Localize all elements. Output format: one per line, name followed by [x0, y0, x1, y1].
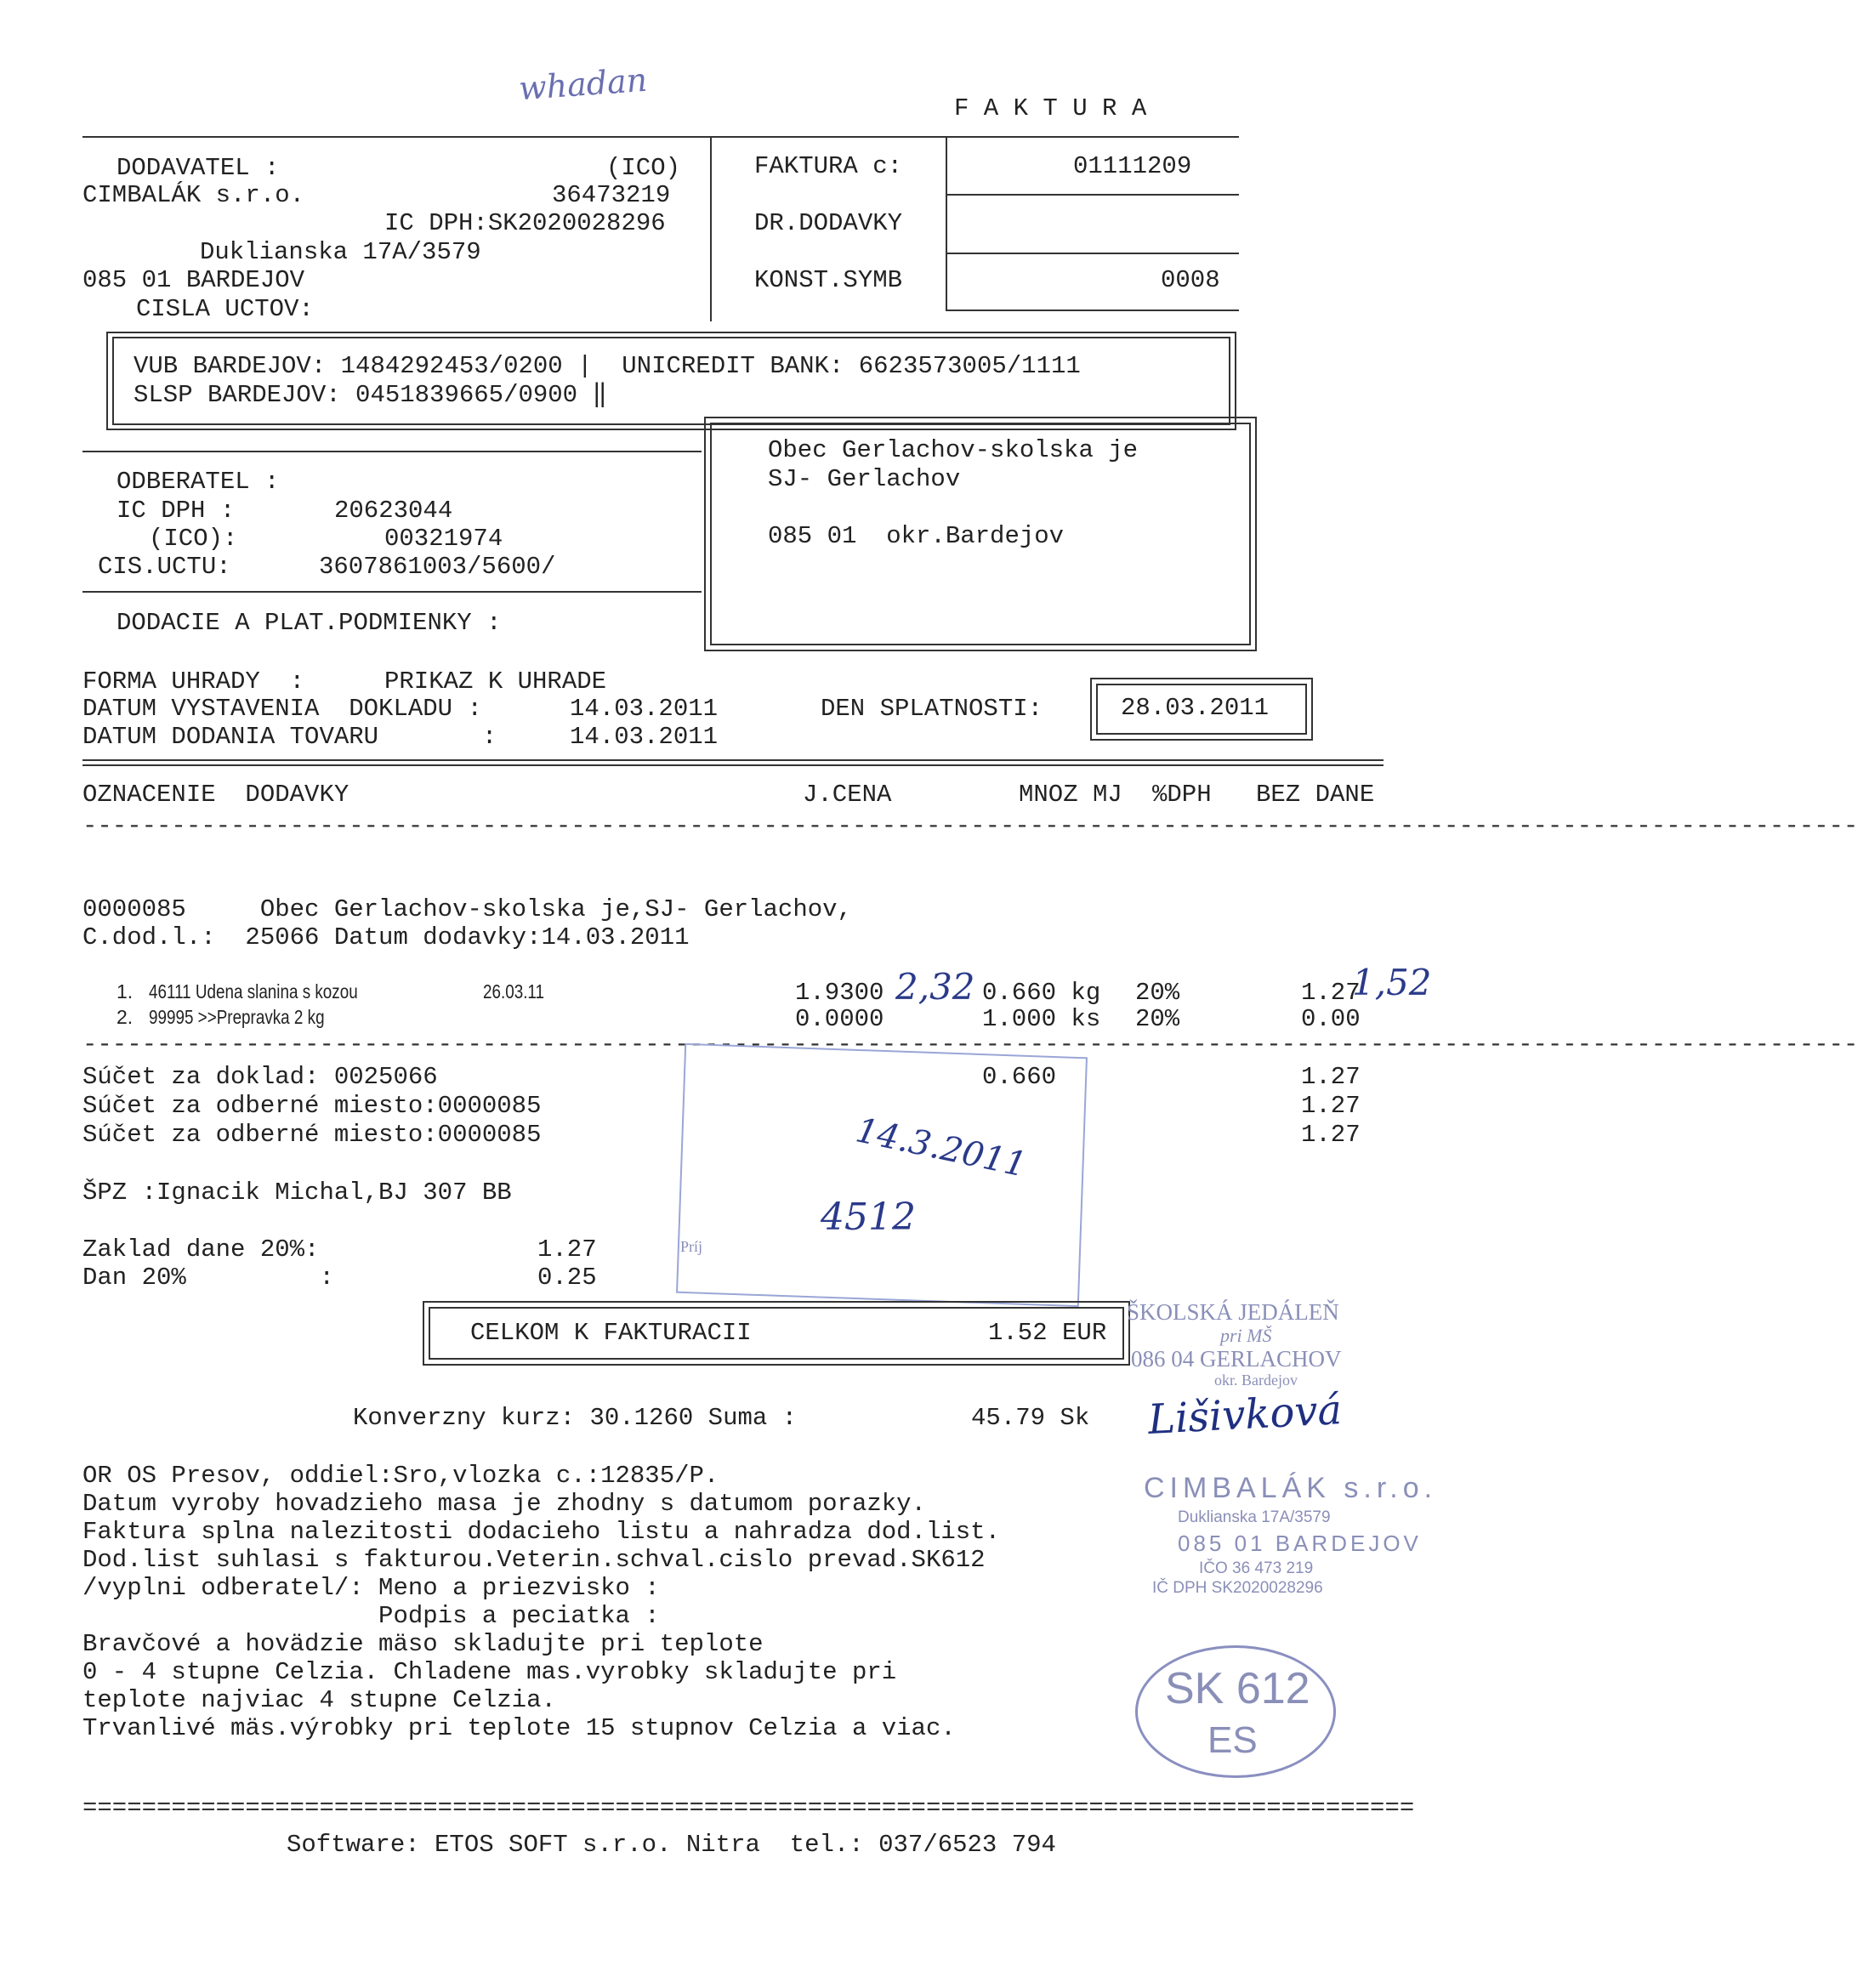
footer-note: Bravčové a hovädzie mäso skladujte pri teplote — [82, 1630, 764, 1658]
table-rule-top-2 — [82, 764, 1384, 766]
company-stamp-line-3: 085 01 BARDEJOV — [1178, 1531, 1422, 1556]
invoice-rule-1 — [946, 194, 1239, 196]
item-price: 0.0000 — [795, 1005, 884, 1033]
customer-ic-dph: 20623044 — [334, 497, 453, 525]
invoice-rule-2 — [946, 253, 1239, 254]
footer-note: Datum vyroby hovadzieho masa je zhodny s datumom porazky. — [82, 1490, 926, 1518]
customer-account: 3607861003/5600/ — [319, 553, 556, 581]
vehicle-plate: ŠPZ :Ignacik Michal,BJ 307 BB — [82, 1179, 512, 1207]
item-hand-net: 1,52 — [1352, 962, 1432, 1003]
total-amount: 1.52 EUR — [988, 1319, 1107, 1347]
company-stamp-line-2: Duklianska 17A/3579 — [1178, 1508, 1331, 1526]
school-stamp-line-1: ŠKOLSKÁ JEDÁLEŇ — [1127, 1299, 1339, 1325]
due-date-label: DEN SPLATNOSTI: — [821, 695, 1043, 723]
footer-note: /vyplni odberatel/: Meno a priezvisko : — [82, 1574, 660, 1602]
footer-note: Faktura splna nalezitosti dodacieho listu a nahradza dod.list. — [82, 1518, 1000, 1546]
item-net: 1.27 — [1301, 979, 1361, 1007]
receipt-stamp-small: Príj — [680, 1238, 703, 1255]
receipt-stamp-date: 14.3.2011 — [852, 1110, 1031, 1185]
delivery-date: 14.03.2011 — [570, 723, 719, 751]
software-footer: Software: ETOS SOFT s.r.o. Nitra tel.: 037/6523 794 — [287, 1831, 1056, 1859]
dashed-rule-2: ------------------------------------------------------------------------------------------------------------------------ — [82, 1031, 1858, 1059]
invoice-number-label: FAKTURA c: — [754, 152, 903, 180]
invoice-number: 01111209 — [1073, 152, 1192, 180]
company-stamp-line-4: IČO 36 473 219 — [1199, 1559, 1314, 1577]
sum-amount: 1.27 — [1301, 1121, 1361, 1149]
customer-address-line-1: Obec Gerlachov-skolska je — [768, 436, 1139, 464]
tax-vat-label: Dan 20% : — [82, 1264, 334, 1292]
supplier-name: CIMBALÁK s.r.o. — [82, 181, 305, 209]
item-hand-price: 2,32 — [895, 966, 975, 1008]
total-label: CELKOM K FAKTURACII — [470, 1319, 752, 1347]
footer-note: Podpis a peciatka : — [82, 1602, 660, 1630]
sum-amount: 1.27 — [1301, 1063, 1361, 1091]
customer-address-line-2: SJ- Gerlachov — [768, 465, 961, 493]
item-num: 2. — [116, 1006, 134, 1028]
item-desc: 99995 >>Prepravka 2 kg — [149, 1006, 325, 1028]
delivery-place-line-1: 0000085 Obec Gerlachov-skolska je,SJ- Gerlachov, — [82, 895, 852, 923]
bank-accounts-line-2: SLSP BARDEJOV: 0451839665/0900 ‖ — [134, 381, 607, 409]
customer-label: ODBERATEL : — [116, 468, 280, 496]
school-stamp-line-4: okr. Bardejov — [1214, 1372, 1298, 1389]
customer-rule-top — [82, 451, 702, 452]
school-stamp-line-3: 086 04 GERLACHOV — [1131, 1346, 1342, 1372]
tax-base-label: Zaklad dane 20%: — [82, 1235, 320, 1264]
sum-qty: 0.660 — [982, 1063, 1057, 1091]
const-symbol-label: KONST.SYMB — [754, 266, 903, 294]
conditions-label: DODACIE A PLAT.PODMIENKY : — [116, 609, 502, 637]
payment-form-label: FORMA UHRADY : — [82, 667, 305, 696]
header-rule — [82, 136, 1239, 138]
tax-base: 1.27 — [537, 1235, 597, 1264]
school-stamp-signature: Lišivková — [1146, 1386, 1344, 1444]
supplier-city: 085 01 BARDEJOV — [82, 266, 305, 294]
header-net: BEZ DANE — [1256, 781, 1375, 809]
sum-label: Súčet za doklad: 0025066 — [82, 1063, 438, 1091]
customer-rule-bottom — [82, 591, 702, 593]
item-vat: 20% — [1135, 979, 1180, 1007]
vet-stamp-line-2: ES — [1207, 1719, 1258, 1761]
payment-form: PRIKAZ K UHRADE — [384, 667, 607, 696]
supplier-ico: 36473219 — [552, 181, 671, 209]
conversion-amount: 45.79 Sk — [971, 1404, 1090, 1432]
footer-note: Trvanlivé mäs.výrobky pri teplote 15 stupnov Celzia a viac. — [82, 1714, 956, 1742]
footer-note: Dod.list suhlasi s fakturou.Veterin.schval.cislo prevad.SK612 — [82, 1546, 986, 1574]
item-date: 26.03.11 — [483, 980, 545, 1003]
bank-accounts-line-1: VUB BARDEJOV: 1484292453/0200 | UNICREDIT BANK: 6623573005/1111 — [134, 352, 1081, 380]
vet-stamp-line-1: SK 612 — [1165, 1664, 1310, 1713]
supplier-label: DODAVATEL : — [116, 154, 280, 182]
item-net: 0.00 — [1301, 1005, 1361, 1033]
sum-amount: 1.27 — [1301, 1092, 1361, 1120]
supplier-accounts-label: CISLA UCTOV: — [136, 295, 314, 323]
issue-date-label: DATUM VYSTAVENIA DOKLADU : — [82, 695, 482, 723]
sum-label: Súčet za odberné miesto:0000085 — [82, 1121, 542, 1149]
header-vat: %DPH — [1152, 781, 1212, 809]
delivery-place-line-2: C.dod.l.: 25066 Datum dodavky:14.03.2011 — [82, 923, 690, 951]
header-divider — [710, 136, 712, 321]
sum-label: Súčet za odberné miesto:0000085 — [82, 1092, 542, 1120]
footer-note: teplote najviac 4 stupne Celzia. — [82, 1686, 556, 1714]
school-stamp-line-2: pri MŠ — [1220, 1325, 1272, 1346]
header-unit-price: J.CENA — [803, 781, 892, 809]
handwritten-note: whadan — [517, 60, 649, 108]
footer-note: 0 - 4 stupne Celzia. Chladene mas.vyrobky skladujte pri — [82, 1658, 897, 1686]
customer-address-line-3: 085 01 okr.Bardejov — [768, 522, 1065, 550]
double-rule: ========================================================================================== — [82, 1794, 1415, 1822]
conversion-text: Konverzny kurz: 30.1260 Suma : — [353, 1404, 798, 1432]
due-date: 28.03.2011 — [1121, 694, 1270, 722]
issue-date: 14.03.2011 — [570, 695, 719, 723]
invoice-box-left — [946, 136, 947, 310]
tax-vat: 0.25 — [537, 1264, 597, 1292]
customer-ico-label: (ICO): — [149, 525, 238, 553]
supplier-ico-label: (ICO) — [606, 154, 681, 182]
document-title: F A K T U R A — [954, 94, 1147, 122]
dashed-rule-1: ------------------------------------------------------------------------------------------------------------------------ — [82, 812, 1858, 840]
header-qty-unit: MNOZ MJ — [1019, 781, 1122, 809]
item-vat: 20% — [1135, 1005, 1180, 1033]
supplier-street: Duklianska 17A/3579 — [200, 238, 481, 266]
customer-ic-dph-label: IC DPH : — [116, 497, 236, 525]
item-qty: 1.000 ks — [982, 1005, 1101, 1033]
item-desc: 46111 Udena slanina s kozou — [149, 980, 358, 1003]
company-stamp-line-1: CIMBALÁK s.r.o. — [1144, 1472, 1438, 1504]
supplier-ic-dph: IC DPH:SK2020028296 — [384, 209, 666, 237]
delivery-date-label: DATUM DODANIA TOVARU : — [82, 723, 497, 751]
receipt-stamp-number: 4512 — [821, 1196, 916, 1239]
const-symbol-value: 0008 — [1161, 266, 1220, 294]
header-description: OZNACENIE DODAVKY — [82, 781, 349, 809]
customer-ico: 00321974 — [384, 525, 503, 553]
invoice-rule-3 — [946, 310, 1239, 311]
item-qty: 0.660 kg — [982, 979, 1101, 1007]
company-stamp-line-5: IČ DPH SK2020028296 — [1152, 1579, 1323, 1597]
customer-account-label: CIS.UCTU: — [98, 553, 231, 581]
delivery-note-label: DR.DODAVKY — [754, 209, 903, 237]
item-price: 1.9300 — [795, 979, 884, 1007]
table-rule-top-1 — [82, 759, 1384, 761]
item-num: 1. — [116, 980, 134, 1003]
footer-note: OR OS Presov, oddiel:Sro,vlozka c.:12835/P. — [82, 1462, 719, 1490]
